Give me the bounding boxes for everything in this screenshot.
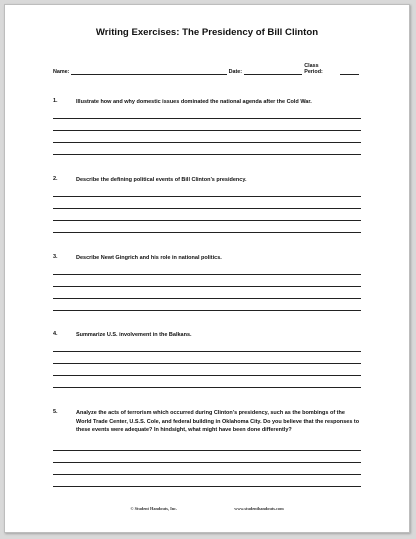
answer-line[interactable] <box>53 232 361 233</box>
question-text: Analyze the acts of terrorism which occurred during Clinton’s presidency, such as the bombings of the World Trade Center, U.S.S. Cole, and federal building in Oklahoma City. Do you believe that the responses to these events were adequate? In hindsight, what might have been done differently? <box>76 410 360 434</box>
class-period-blank[interactable] <box>340 68 359 75</box>
question-number: 5. <box>53 409 58 415</box>
date-blank[interactable] <box>244 68 302 75</box>
question-number: 3. <box>53 254 58 260</box>
question-number: 2. <box>53 176 58 182</box>
question-1 <box>53 98 361 107</box>
name-blank[interactable] <box>71 68 226 75</box>
answer-line[interactable] <box>53 274 361 275</box>
footer-copyright: © Student Handouts, Inc. <box>130 506 178 511</box>
answer-line[interactable] <box>53 220 361 221</box>
question-text: Describe Newt Gingrich and his role in national politics. <box>76 255 222 261</box>
answer-line[interactable] <box>53 142 361 143</box>
answer-line[interactable] <box>53 387 361 388</box>
question-4 <box>53 331 361 340</box>
question-3 <box>53 254 361 263</box>
answer-line[interactable] <box>53 196 361 197</box>
question-2 <box>53 176 361 185</box>
answer-line[interactable] <box>53 474 361 475</box>
question-text: Summarize U.S. involvement in the Balkans. <box>76 332 192 338</box>
answer-line[interactable] <box>53 450 361 451</box>
question-number: 1. <box>53 98 58 104</box>
question-text: Describe the defining political events of Bill Clinton’s presidency. <box>76 177 247 183</box>
question-5 <box>53 409 361 435</box>
answer-line[interactable] <box>53 462 361 463</box>
question-text: Illustrate how and why domestic issues dominated the national agenda after the Cold War. <box>76 99 312 105</box>
answer-line[interactable] <box>53 130 361 131</box>
answer-line[interactable] <box>53 298 361 299</box>
footer <box>5 506 409 511</box>
answer-line[interactable] <box>53 351 361 352</box>
answer-line[interactable] <box>53 154 361 155</box>
date-label: Date: <box>228 69 243 75</box>
worksheet-page <box>4 4 410 533</box>
answer-line[interactable] <box>53 486 361 487</box>
worksheet-title: Writing Exercises: The Presidency of Bill Clinton <box>95 27 319 38</box>
footer-website: www.studenthandouts.com <box>234 506 284 511</box>
student-info-line <box>53 63 361 75</box>
name-label: Name: <box>53 69 70 75</box>
class-period-label: Class Period: <box>304 63 323 75</box>
answer-line[interactable] <box>53 375 361 376</box>
answer-line[interactable] <box>53 286 361 287</box>
answer-line[interactable] <box>53 208 361 209</box>
answer-line[interactable] <box>53 310 361 311</box>
answer-line[interactable] <box>53 118 361 119</box>
question-number: 4. <box>53 331 58 337</box>
answer-line[interactable] <box>53 363 361 364</box>
